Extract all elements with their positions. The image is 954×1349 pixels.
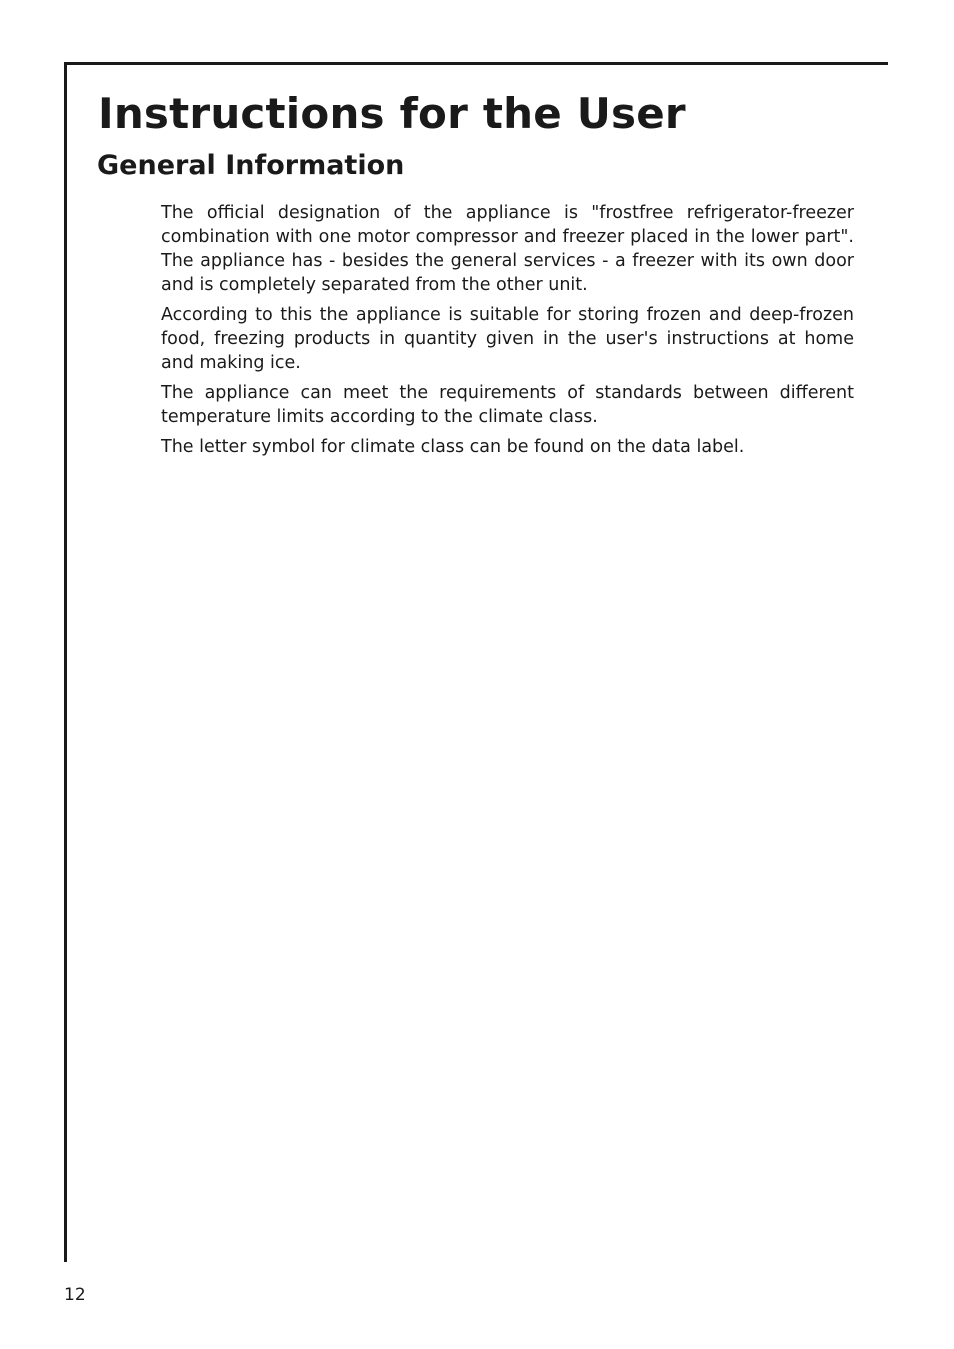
- section-heading-general-information: General Information: [97, 150, 405, 181]
- page-frame-top-rule: [64, 62, 888, 65]
- paragraph-standards: The appliance can meet the requirements of standards between different temperature limits according to the climate class.: [161, 383, 854, 427]
- body-text: [161, 201, 854, 465]
- page-number: 12: [64, 1285, 86, 1305]
- paragraph-climate-class: The letter symbol for climate class can be found on the data label.: [161, 437, 745, 457]
- page-title: Instructions for the User: [98, 89, 686, 138]
- page-frame-left-rule: [64, 62, 67, 1262]
- paragraph-suitability: According to this the appliance is suitable for storing frozen and deep-frozen food, freezing products in quantity given in the user's instructions at home and making ice.: [161, 305, 854, 373]
- paragraph-designation: The official designation of the appliance is "frostfree refrigerator-freezer combination with one motor compressor and freezer placed in the lower part". The appliance has - besides the general services - a freezer with its own door and is completely separated from the other unit.: [161, 203, 854, 295]
